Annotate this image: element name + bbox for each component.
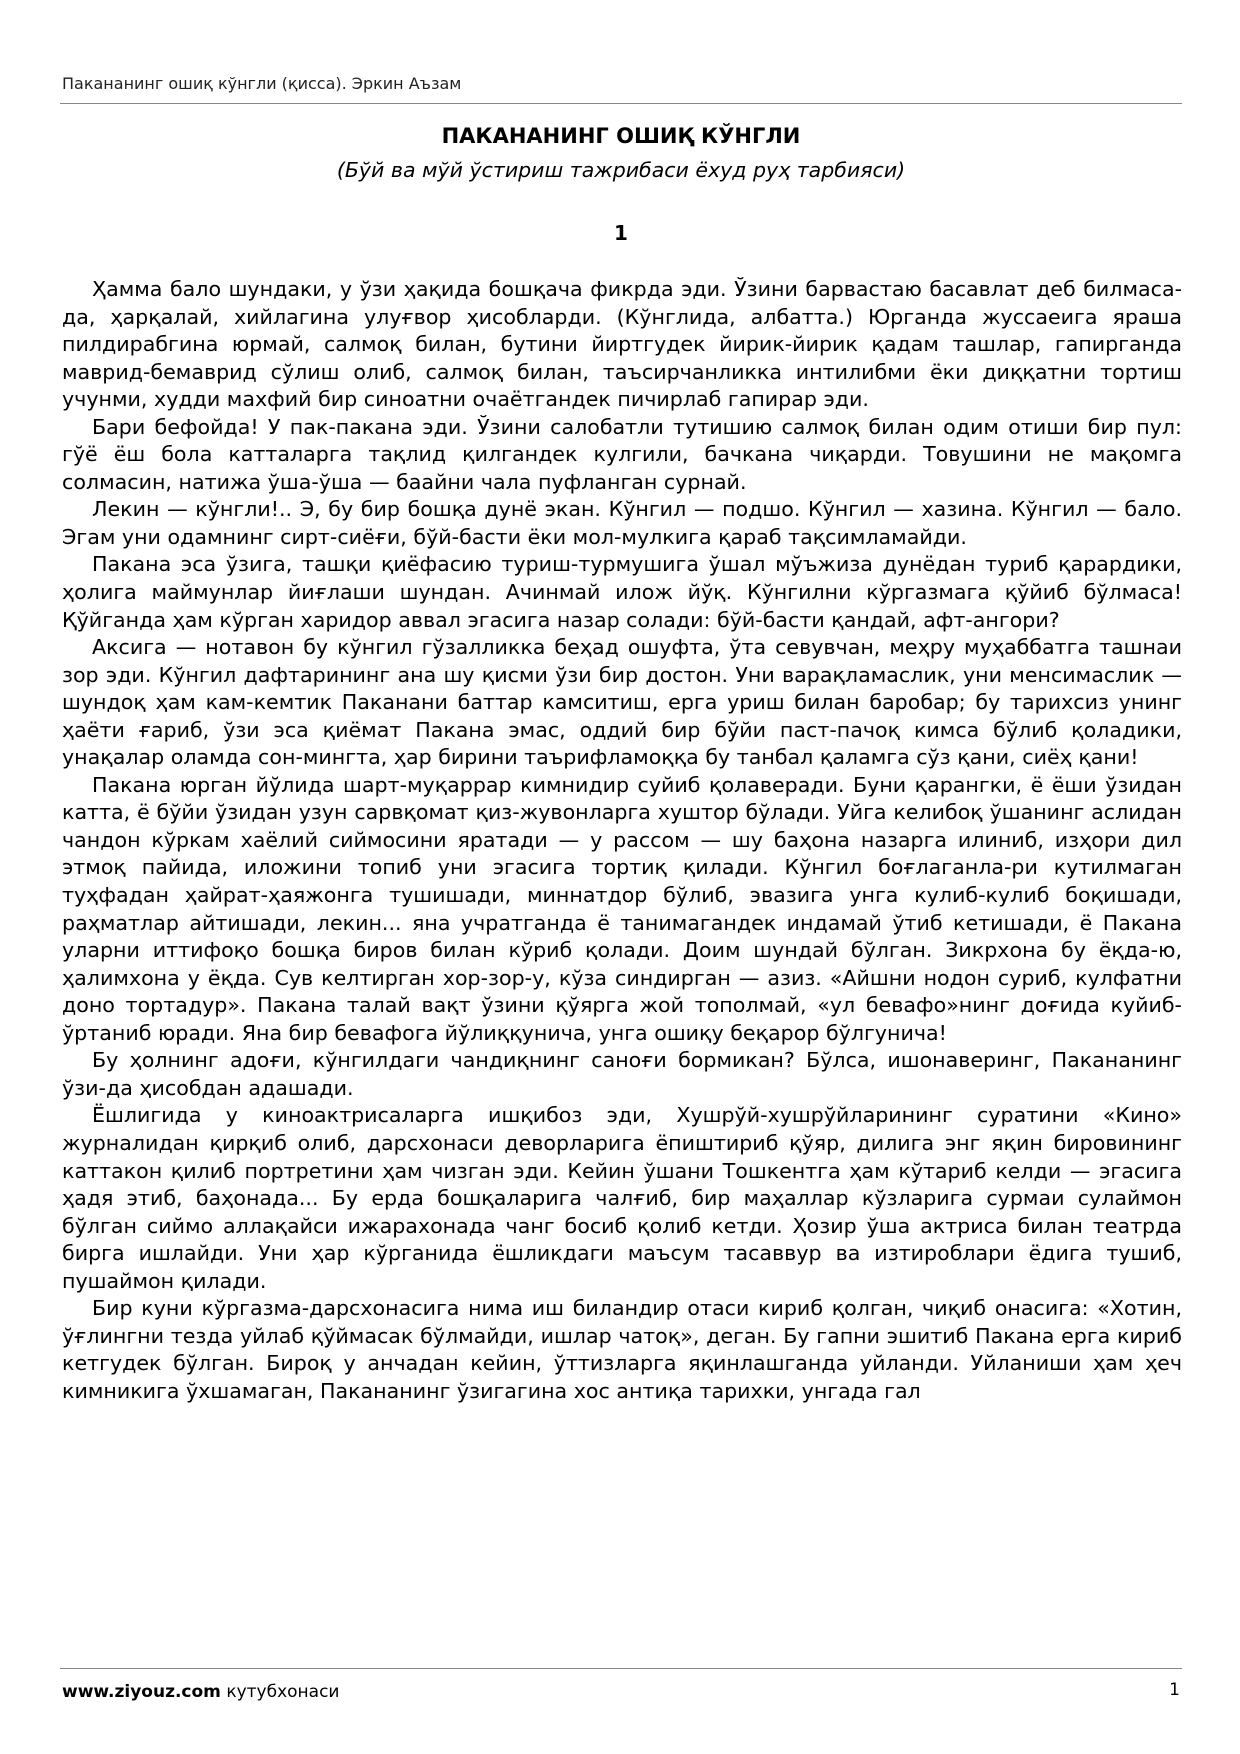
paragraph: Бир куни кўргазма-дарсхонасига нима иш биландир отаси кириб қолган, чиқиб онасига: «Хотин, ўғлингни тезда уйлаб қўймасак бўлмайди, ишлар чатоқ», деган. Бу гапни эшитиб Пакана ерга кириб кетгудек бўлган. Бироқ у анчадан кейин, ўттизларга яқинлашганда уйланди. Уйланиши ҳам ҳеч кимникига ўхшамаган, Пакананинг ўзигагина хос антиқа тарихки, унгада гал xyxy=(62,1296,1182,1403)
running-header: Пакананинг ошиқ кўнгли (қисса). Эркин Аъзам xyxy=(62,74,462,93)
paragraph: Пакана юрган йўлида шарт-муқаррар кимнидир суйиб қолаверади. Буни қарангки, ё ёши ўзидан катта, ё бўйи ўзидан узун сарвқомат қиз-жувонларга хуштор бўлади. Уйга келибоқ ўшанинг аслидан чандон кўркам хаёлий сиймосини яратади — у рассом — шу баҳона назарга илиниб, изҳори дил этмоқ пайида, иложини топиб уни эгасига тортиқ қилади. Кўнгил боғлаганла-ри кутилмаган туҳфадан ҳайрат-ҳаяжонга тушишади, миннатдор бўлиб, эвазига унга кулиб-кулиб боқишади, раҳматлар айтишади, лекин... яна учратганда ё танимагандек индамай ўтиб кетишади, ё Пакана уларни иттифоқо бошқа биров билан кўриб қолади. Доим шундай бўлган. Зикрхона бу ёқда-ю, ҳалимхона у ёқда. Сув келтирган хор-зор-у, кўза синдирган — азиз. «Айшни нодон суриб, кулфатни доно тортадур». Пакана талай вақт ўзини қўярга жой тополмай, «ул бевафо»нинг доғида куйиб-ўртаниб юради. Яна бир бевафога йўлиққунича, унга ошиқу беқарор бўлгунича! xyxy=(62,772,1182,1045)
footer-site-link[interactable]: www.ziyouz.com xyxy=(62,1682,221,1702)
story-subtitle: (Бўй ва мўй ўстириш тажрибаси ёхуд руҳ тарбияси) xyxy=(336,158,906,182)
story-body xyxy=(62,276,1182,1405)
paragraph: Аксига — нотавон бу кўнгил гўзалликка беҳад ошуфта, ўта севувчан, меҳру муҳаббатга ташнаи зор эди. Кўнгил дафтарининг ана шу қисми ўзи бир достон. Уни варақламаслик, уни менсимаслик — шундоқ ҳам кам-кемтик Паканани баттар камситиш, ерга уриш билан баробар; бу тарихсиз унинг ҳаёти ғариб, ўзи эса қиёмат Пакана эмас, оддий бир бўйи паст-пачоқ кимса бўлиб қоладики, унақалар оламда сон-мингта, ҳар бирини таърифламоққа бу танбал қаламга сўз қани, сиёҳ қани! xyxy=(62,635,1182,770)
paragraph: Пакана эса ўзига, ташқи қиёфасию туриш-турмушига ўшал мўъжиза дунёдан туриб қарардики, ҳолига маймунлар йиғлаши шундан. Ачинмай илож йўқ. Кўнгилни кўргазмага қўйиб бўлмаса! Қўйганда ҳам кўрган харидор аввал эгасига назар солади: бўй-басти қандай, афт-ангори? xyxy=(62,552,1182,632)
footer-divider xyxy=(60,1668,1182,1669)
story-title: ПАКАНАНИНГ ОШИҚ КЎНГЛИ xyxy=(441,124,801,148)
footer-library-label: кутубхонаси xyxy=(226,1682,340,1702)
footer-source xyxy=(62,1682,339,1702)
paragraph: Ҳамма бало шундаки, у ўзи ҳақида бошқача фикрда эди. Ўзини барвастаю басавлат деб билмаса-да, ҳарқалай, хийлагина улуғвор ҳисобларди. (Кўнглида, албатта.) Юрганда жуссаеига яраша пилдирабгина юрмай, салмоқ билан, бутини йиртгудек йирик-йирик қадам ташлар, гапирганда маврид-бемаврид сўлиш олиб, салмоқ билан, таъсирчанликка интилибми ёки диққатни тортиш учунми, худди махфий бир синоатни очаётгандек пичирлаб гапирар эди. xyxy=(62,277,1182,412)
header-divider xyxy=(60,103,1182,104)
paragraph: Бу ҳолнинг адоғи, кўнгилдаги чандиқнинг саноғи бормикан? Бўлса, ишонаверинг, Пакананинг ўзи-да ҳисобдан адашади. xyxy=(62,1048,1182,1100)
page-number: 1 xyxy=(1169,1680,1180,1700)
paragraph: Лекин — кўнгли!.. Э, бу бир бошқа дунё экан. Кўнгил — подшо. Кўнгил — хазина. Кўнгил — бало. Эгам уни одамнинг сирт-сиёғи, бўй-басти ёки мол-мулкига қараб тақсимламайди. xyxy=(62,497,1182,549)
chapter-number: 1 xyxy=(614,221,628,245)
paragraph: Ёшлигида у киноактрисаларга ишқибоз эди, Хушрўй-хушрўйларининг суратини «Кино» журналидан қирқиб олиб, дарсхонаси деворларига ёпиштириб қўяр, дилига энг яқин бировининг каттакон қилиб портретини ҳам чизган эди. Кейин ўшани Тошкентга ҳам кўтариб келди — эгасига ҳадя этиб, баҳонада... Бу ерда бошқаларига чалғиб, бир маҳаллар кўзларига сурмаи сулаймон бўлган сиймо аллақайси ижарахонада чанг босиб қолиб кетди. Ҳозир ўша актриса билан театрда бирга ишлайди. Уни ҳар кўрганида ёшликдаги маъсум тасаввур ва изтироблари ёдига тушиб, пушаймон қилади. xyxy=(62,1103,1182,1293)
paragraph: Бари бефойда! У пак-пакана эди. Ўзини салобатли тутишию салмоқ билан одим отиши бир пул: гўё ёш бола катталарга тақлид қилгандек кулгили, бачкана чиқарди. Товушини не мақомга солмасин, натижа ўша-ўша — баайни чала пуфланган сурнай. xyxy=(62,414,1182,494)
